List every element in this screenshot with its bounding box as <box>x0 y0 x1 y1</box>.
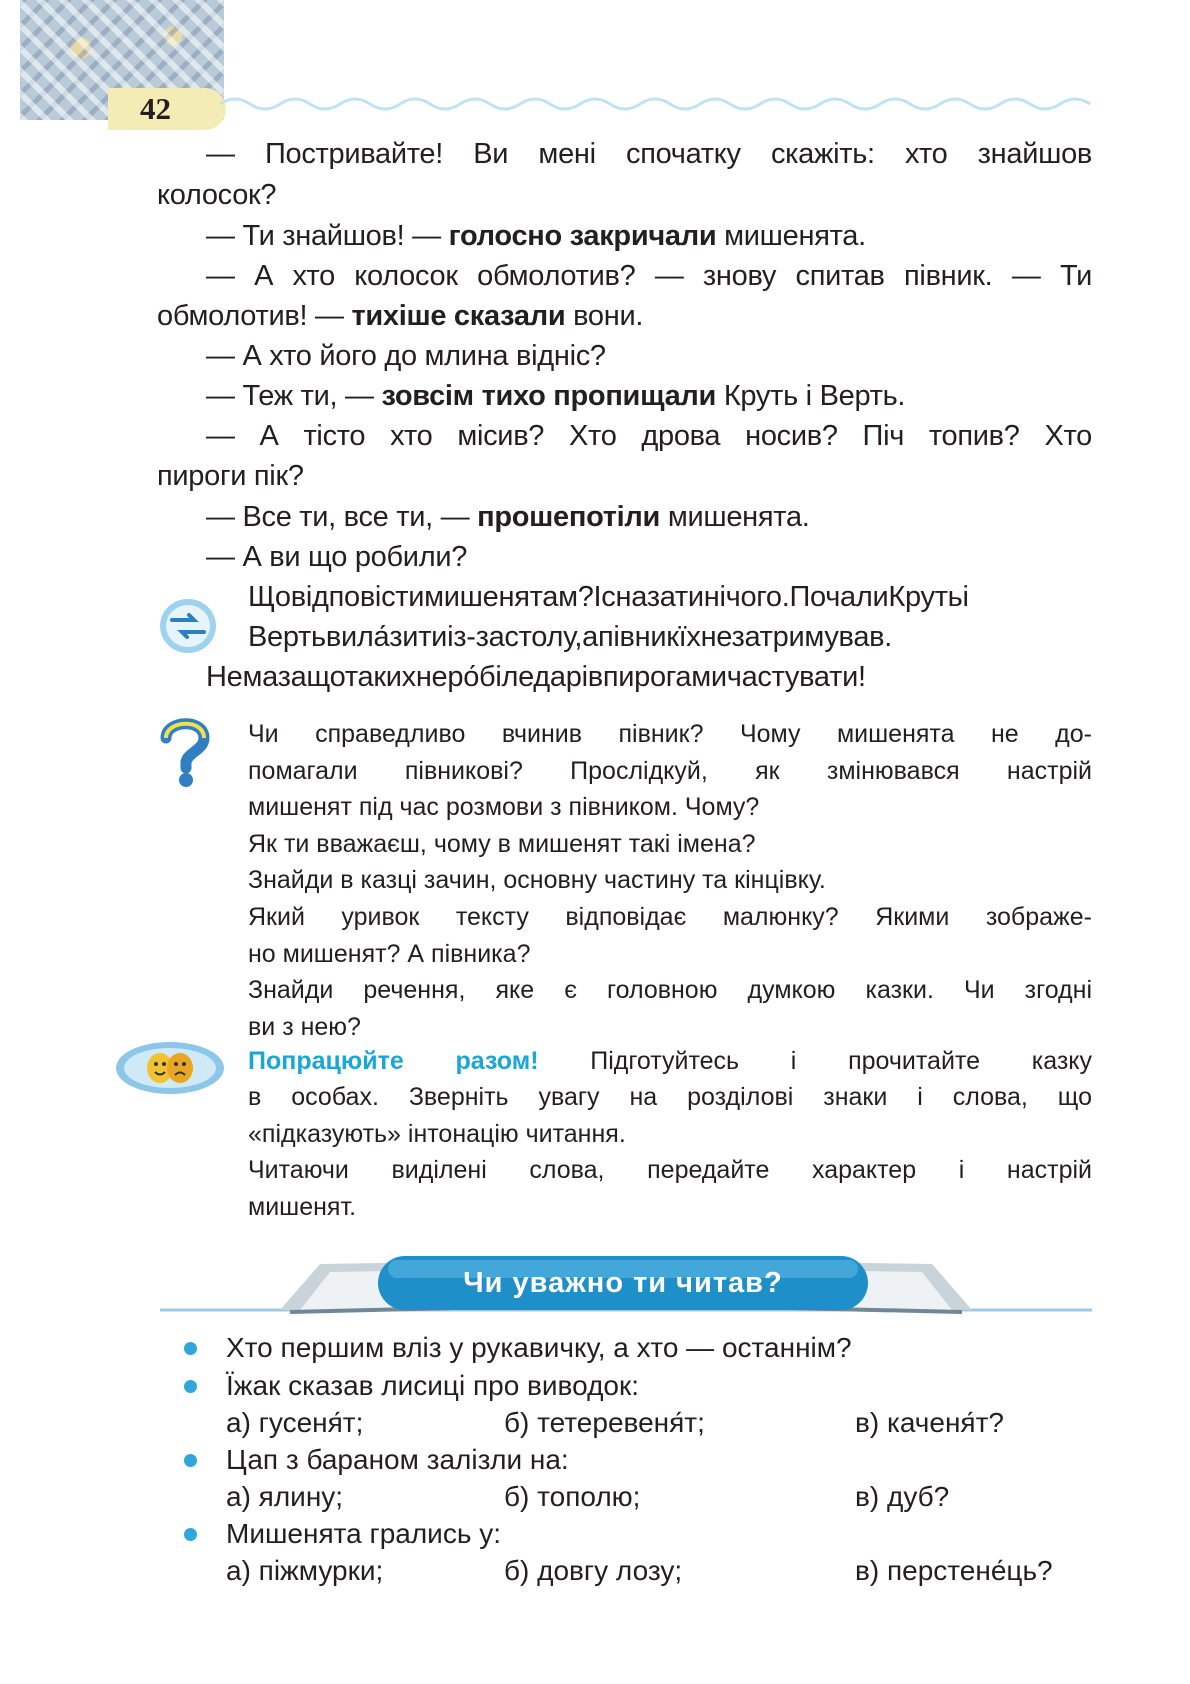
story-line <box>157 175 1092 215</box>
bullet-icon <box>184 1528 197 1541</box>
question-line: помагали півникові? Прослідкуй, як змінювався настрій <box>248 756 1092 785</box>
question-line: Як ти вважаєш, чому в мишенят такі імена? <box>248 829 756 858</box>
question-line: Знайди в казці зачин, основну частину та кінцівку. <box>248 866 826 895</box>
quiz-title: Чи уважно ти читав? <box>463 1267 783 1299</box>
group-task-first-line <box>248 1043 1092 1080</box>
group-task-line: «підказують» інтонацію читання. <box>248 1119 626 1148</box>
story-line <box>206 256 1092 296</box>
story-segment: пироги пік? <box>157 460 304 492</box>
group-task-highlight: Попрацюйте разом! <box>248 1047 539 1075</box>
arrows-icon <box>158 596 218 656</box>
story-segment: — Постривайте! Ви мені спочатку скажіть: хто знайшов <box>206 138 1092 170</box>
quiz-option: а) піжмурки; <box>226 1555 384 1586</box>
story-emphasis: зовсім тихо пропищали <box>381 380 717 412</box>
story-line <box>206 657 1092 697</box>
quiz-option: а) ялину; <box>226 1481 344 1512</box>
question-line: мишенят під час розмови з півником. Чому? <box>248 793 760 822</box>
story-line <box>157 296 1092 336</box>
question-line: но мишенят? А півника? <box>248 939 531 968</box>
story-emphasis: голосно закричали <box>448 220 717 252</box>
group-task-first-line-rest: Підготуйтесь і прочитайте казку <box>538 1047 1092 1075</box>
quiz-option: в) перстене́ць? <box>855 1555 1053 1586</box>
story-line <box>157 456 1092 496</box>
story-segment: обмолотив! — <box>157 300 352 332</box>
quiz-option: б) тетеревеня́т; <box>504 1407 705 1438</box>
story-line <box>206 336 1092 376</box>
story-segment: Вертьвила́зитиіз-застолу,апівникїхнезатримував. <box>248 621 893 653</box>
story-line <box>206 497 1092 537</box>
quiz-option: б) тополю; <box>504 1481 641 1512</box>
story-segment: — А ви що робили? <box>206 541 468 573</box>
story-line <box>206 537 1092 577</box>
question-line: Який уривок тексту відповідає малюнку? Якими зображе- <box>248 903 1092 931</box>
story-segment: Немазащотакихнеро́біледарівпирогамичастувати! <box>206 661 866 693</box>
story-segment: Круть і Верть. <box>716 380 906 412</box>
story-segment: — А хто колосок обмолотив? — знову спитав півник. — Ти <box>206 260 1092 292</box>
story-segment: — А тісто хто місив? Хто дрова носив? Піч топив? Хто <box>206 420 1092 452</box>
story-line <box>206 416 1092 456</box>
story-segment: — А хто його до млина відніс? <box>206 340 606 372</box>
question-line: Чи справедливо вчинив півник? Чому мишенята не до- <box>248 720 1092 748</box>
story-segment: колосок? <box>157 179 277 211</box>
question-line: ви з нею? <box>248 1012 361 1041</box>
bullet-icon <box>184 1342 197 1355</box>
story-segment: — Все ти, все ти, — <box>206 501 478 533</box>
story-segment: мишенята. <box>660 501 810 533</box>
group-task-line: Читаючи виділені слова, передайте характер і настрій <box>248 1156 1092 1185</box>
bullet-icon <box>184 1380 197 1393</box>
question-line: Знайди речення, яке є головною думкою казки. Чи згодні <box>248 976 1092 1005</box>
story-line <box>248 577 1092 617</box>
group-task-line: мишенят. <box>248 1192 357 1221</box>
quiz-question: Мишенята грались у: <box>226 1518 501 1549</box>
story-segment: мишенята. <box>716 220 866 252</box>
story-segment: — Теж ти, — <box>206 380 382 412</box>
quiz-question: Цап з бараном залізли на: <box>226 1444 569 1475</box>
story-segment: — Ти знайшов! — <box>206 220 449 252</box>
quiz-option: а) гусеня́т; <box>226 1407 364 1438</box>
quiz-option: б) довгу лозу; <box>504 1555 683 1586</box>
story-line <box>248 617 1092 657</box>
question-mark-icon <box>156 716 214 790</box>
quiz-question: Їжак сказав лисиці про виводок: <box>226 1370 640 1401</box>
group-task-line: в особах. Зверніть увагу на розділові знаки і слова, що <box>248 1083 1092 1111</box>
theatre-masks-icon <box>114 1040 226 1096</box>
story-line <box>206 134 1092 174</box>
bullet-icon <box>184 1454 197 1467</box>
wave-decoration <box>220 90 1100 114</box>
story-emphasis: прошепотіли <box>477 501 661 533</box>
story-segment: вони. <box>565 300 644 332</box>
story-line <box>206 376 1092 416</box>
quiz-option: в) каченя́т? <box>855 1407 1004 1438</box>
quiz-option: в) дуб? <box>855 1481 950 1512</box>
page-number: 42 <box>108 88 226 130</box>
story-segment: Щовідповістимишенятам?Існазатинічого.ПочалиКрутьі <box>248 581 969 613</box>
story-line <box>206 216 1092 256</box>
story-emphasis: тихіше сказали <box>351 300 566 332</box>
quiz-question: Хто першим вліз у рукавичку, а хто — останнім? <box>226 1332 852 1363</box>
